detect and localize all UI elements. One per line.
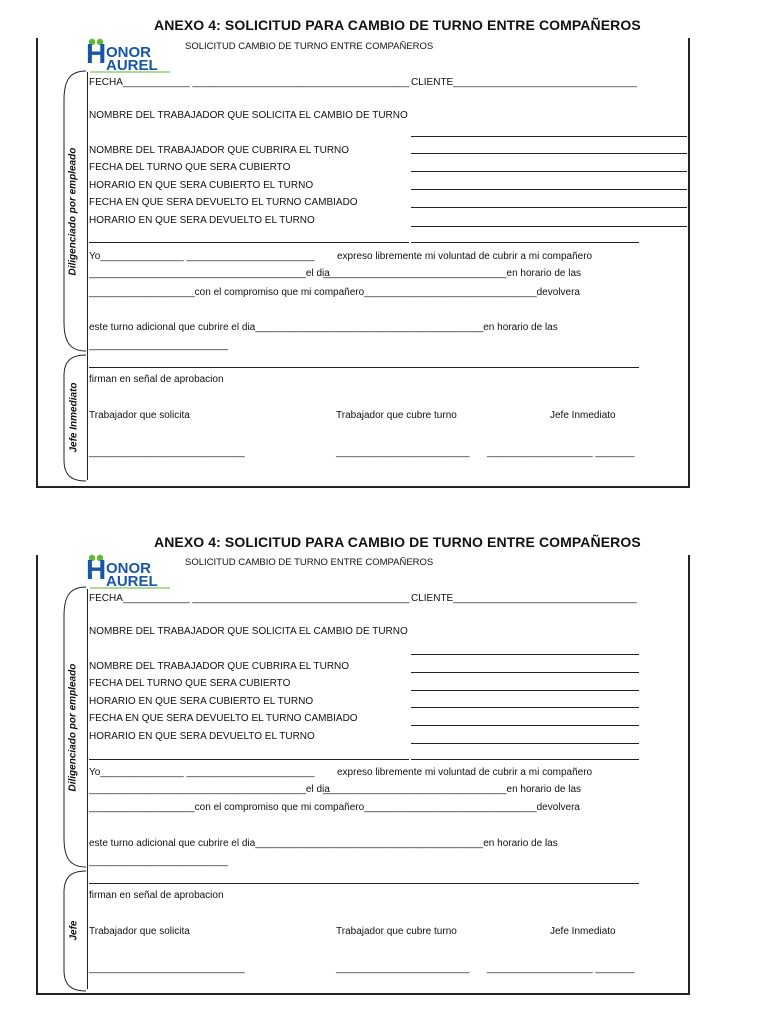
compromiso-line[interactable]: ___________________con el compromiso que mi compañero_______________________________devolvera	[89, 287, 580, 298]
form-title: ANEXO 4: SOLICITUD PARA CAMBIO DE TURNO ENTRE COMPAÑEROS	[154, 17, 641, 33]
frame-bottom-border	[36, 993, 690, 995]
field-line[interactable]	[411, 189, 687, 190]
side-label-jefe: Jefe	[68, 920, 80, 941]
nombre-solicita-label: NOMBRE DEL TRABAJADOR QUE SOLICITA EL CAMBIO DE TURNO	[89, 110, 408, 121]
side-label-empleado: Diligenciado por empleado	[67, 147, 79, 276]
field-label: NOMBRE DEL TRABAJADOR QUE CUBRIRA EL TURNO	[89, 145, 350, 156]
adicional-line[interactable]: este turno adicional que cubrire el dia_________________________________________en horario de las	[89, 838, 558, 849]
side-label-jefe: Jefe Inmediato	[68, 382, 80, 453]
adicional-line[interactable]: este turno adicional que cubrire el dia_________________________________________en horario de las	[89, 322, 558, 333]
logo-initial-h: H	[86, 554, 107, 585]
divider-line	[89, 242, 409, 243]
sig-label-solicita: Trabajador que solicita	[89, 410, 190, 421]
field-line[interactable]	[411, 690, 639, 691]
el-dia-line[interactable]: _______________________________________el dia	[89, 784, 330, 795]
expreso-text: expreso libremente mi voluntad de cubrir a mi compañero	[337, 251, 593, 262]
field-line[interactable]	[411, 226, 687, 227]
field-label: HORARIO EN QUE SERA DEVUELTO EL TURNO	[89, 215, 315, 226]
signature-line[interactable]: ___________________ _______	[487, 447, 635, 458]
signature-line[interactable]: ________________________	[336, 447, 470, 458]
signature-line[interactable]: ________________________	[336, 963, 470, 974]
field-line[interactable]	[411, 743, 639, 744]
sig-label-cubre: Trabajador que cubre turno	[336, 410, 457, 421]
honor-laurel-logo	[86, 554, 176, 588]
divider-line	[89, 883, 639, 884]
horario-line[interactable]: _________________________________en horario de las	[323, 784, 582, 795]
nombre-solicita-label: NOMBRE DEL TRABAJADOR QUE SOLICITA EL CAMBIO DE TURNO	[89, 626, 408, 637]
field-label: HORARIO EN QUE SERA CUBIERTO EL TURNO	[89, 696, 314, 707]
signature-line[interactable]: ___________________ _______	[487, 963, 635, 974]
logo-line1: ONOR	[106, 44, 151, 61]
blank-line[interactable]: _________________________	[89, 340, 229, 351]
frame-bottom-border	[36, 486, 690, 488]
frame-right-border	[688, 38, 690, 487]
sig-label-jefe: Jefe Inmediato	[550, 926, 616, 937]
divider-line	[89, 759, 409, 760]
field-label: HORARIO EN QUE SERA DEVUELTO EL TURNO	[89, 731, 315, 742]
sig-label-solicita: Trabajador que solicita	[89, 926, 190, 937]
field-line[interactable]	[411, 707, 639, 708]
field-label: NOMBRE DEL TRABAJADOR QUE CUBRIRA EL TURNO	[89, 661, 350, 672]
divider-line	[89, 367, 639, 368]
signature-line[interactable]: ____________________________	[89, 963, 245, 974]
blank-line[interactable]: _________________________	[89, 856, 229, 867]
form-subtitle: SOLICITUD CAMBIO DE TURNO ENTRE COMPAÑEROS	[185, 41, 434, 52]
frame-left-border	[36, 555, 38, 994]
divider-line	[411, 759, 639, 760]
cliente-field[interactable]: CLIENTE_________________________________	[411, 593, 637, 604]
horario-line[interactable]: _________________________________en horario de las	[323, 268, 582, 279]
yo-line[interactable]: Yo_______________ _______________________	[89, 251, 315, 262]
fecha-field[interactable]: FECHA____________ _______________________________________	[89, 593, 410, 604]
logo-line1: ONOR	[106, 560, 151, 577]
logo-initial-h: H	[86, 38, 107, 69]
field-label: FECHA EN QUE SERA DEVUELTO EL TURNO CAMBIADO	[89, 197, 358, 208]
cliente-field[interactable]: CLIENTE_________________________________	[411, 77, 637, 88]
compromiso-line[interactable]: ___________________con el compromiso que mi compañero_______________________________devolvera	[89, 802, 580, 813]
sig-label-cubre: Trabajador que cubre turno	[336, 926, 457, 937]
logo-line2: AUREL	[106, 573, 158, 590]
field-label: FECHA DEL TURNO QUE SERA CUBIERTO	[89, 678, 291, 689]
field-line[interactable]	[411, 207, 687, 208]
field-line[interactable]	[411, 725, 639, 726]
field-line[interactable]	[411, 153, 687, 154]
sig-label-jefe: Jefe Inmediato	[550, 410, 616, 421]
field-line[interactable]	[411, 171, 687, 172]
nombre-solicita-line[interactable]	[411, 136, 687, 137]
field-line[interactable]	[411, 672, 639, 673]
frame-right-border	[688, 555, 690, 994]
honor-laurel-logo	[86, 38, 176, 72]
field-label: HORARIO EN QUE SERA CUBIERTO EL TURNO	[89, 180, 314, 191]
divider-line	[411, 242, 639, 243]
field-label: FECHA EN QUE SERA DEVUELTO EL TURNO CAMBIADO	[89, 713, 358, 724]
el-dia-line[interactable]: _______________________________________el dia	[89, 268, 330, 279]
firman-text: firman en señal de aprobacion	[89, 890, 224, 901]
field-label: FECHA DEL TURNO QUE SERA CUBIERTO	[89, 162, 291, 173]
form-subtitle: SOLICITUD CAMBIO DE TURNO ENTRE COMPAÑEROS	[185, 557, 434, 568]
frame-left-border	[36, 38, 38, 487]
form-title: ANEXO 4: SOLICITUD PARA CAMBIO DE TURNO ENTRE COMPAÑEROS	[154, 534, 641, 550]
signature-line[interactable]: ____________________________	[89, 447, 245, 458]
nombre-solicita-line[interactable]	[411, 654, 639, 655]
expreso-text: expreso libremente mi voluntad de cubrir a mi compañero	[337, 767, 593, 778]
logo-line2: AUREL	[106, 57, 158, 74]
side-label-empleado: Diligenciado por empleado	[67, 663, 79, 792]
yo-line[interactable]: Yo_______________ _______________________	[89, 767, 315, 778]
firman-text: firman en señal de aprobacion	[89, 374, 224, 385]
fecha-field[interactable]: FECHA____________ _______________________________________	[89, 77, 410, 88]
